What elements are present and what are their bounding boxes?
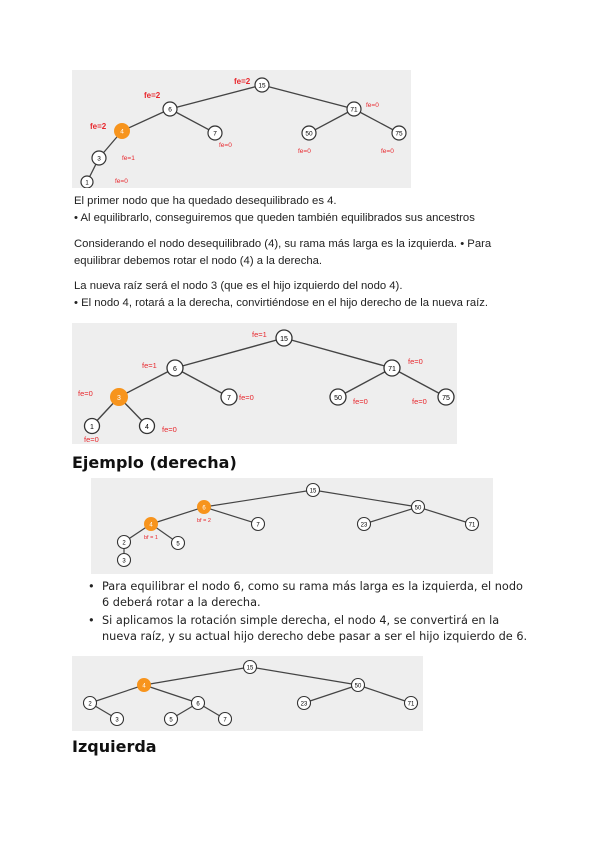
node-5 (165, 713, 178, 726)
balance-label: fe=0 (115, 178, 128, 185)
heading-izquierda: Izquierda (72, 737, 157, 756)
list-item: • Si aplicamos la rotación simple derecha, el nodo 4, se convertirá en la nueva raíz, y su actual hijo derecho debe pasar a ser el hijo izquierdo de 6. (88, 613, 528, 645)
balance-label: fe=0 (412, 397, 427, 406)
node-7 (221, 389, 237, 405)
node-71 (405, 697, 418, 710)
tree-figure-3 (91, 478, 493, 574)
node-2 (118, 536, 131, 549)
svg-text:15: 15 (258, 82, 266, 90)
node-50 (330, 389, 346, 405)
paragraph-2 (74, 236, 491, 270)
node-6-highlighted (198, 501, 211, 514)
svg-text:6: 6 (173, 366, 177, 373)
explanation-list (88, 579, 528, 647)
svg-text:3: 3 (115, 717, 119, 724)
tree-figure-1 (72, 70, 411, 188)
node-6 (192, 697, 205, 710)
svg-text:71: 71 (388, 366, 396, 373)
balance-label: fe=0 (84, 435, 99, 444)
svg-text:7: 7 (213, 130, 217, 138)
svg-text:23: 23 (300, 701, 308, 708)
svg-text:71: 71 (468, 522, 476, 529)
node-3 (111, 713, 124, 726)
node-7 (208, 126, 222, 140)
svg-text:3: 3 (122, 558, 126, 565)
node-4-highlighted (115, 124, 130, 139)
node-15 (276, 330, 292, 346)
node-23 (298, 697, 311, 710)
balance-label: fe=0 (162, 425, 177, 434)
balance-label: fe=2 (144, 91, 161, 100)
node-4-highlighted (145, 518, 158, 531)
node-50 (352, 679, 365, 692)
balance-label: fe=0 (366, 102, 379, 109)
svg-text:50: 50 (354, 683, 362, 690)
paragraph-1 (74, 193, 475, 227)
node-23 (358, 518, 371, 531)
balance-label: fe=1 (122, 155, 135, 162)
svg-text:6: 6 (202, 505, 206, 512)
node-6 (163, 102, 177, 116)
node-1 (81, 176, 93, 188)
node-3-highlighted (111, 389, 128, 406)
node-3 (118, 554, 131, 567)
balance-label: bf = 2 (197, 518, 211, 524)
paragraph-3 (74, 278, 488, 312)
balance-label: fe=1 (252, 330, 267, 339)
balance-label: fe=0 (219, 142, 232, 149)
text-line: La nueva raíz será el nodo 3 (que es el hijo izquierdo del nodo 4). (74, 280, 403, 292)
node-3 (92, 151, 106, 165)
balance-label: fe=0 (408, 357, 423, 366)
node-4 (140, 419, 155, 434)
svg-text:1: 1 (90, 424, 94, 431)
svg-text:15: 15 (309, 488, 317, 495)
text-line: El primer nodo que ha quedado desequilibrado es 4. (74, 195, 337, 207)
text-line: • El nodo 4, rotará a la derecha, convirtiéndose en el hijo derecho de la nueva raíz. (74, 297, 489, 309)
balance-label: fe=2 (90, 122, 107, 131)
node-75 (438, 389, 454, 405)
svg-text:50: 50 (414, 505, 422, 512)
svg-text:5: 5 (169, 717, 173, 724)
svg-text:7: 7 (227, 395, 231, 402)
svg-text:50: 50 (305, 130, 313, 138)
svg-text:15: 15 (246, 665, 254, 672)
balance-label: fe=0 (78, 389, 93, 398)
node-50 (412, 501, 425, 514)
list-item: • Para equilibrar el nodo 6, como su rama más larga es la izquierda, el nodo 6 deberá rotar a la derecha. (88, 579, 528, 611)
svg-text:4: 4 (149, 522, 153, 529)
node-1 (85, 419, 100, 434)
node-6 (167, 360, 183, 376)
svg-text:50: 50 (334, 395, 342, 402)
svg-text:71: 71 (407, 701, 415, 708)
balance-label: fe=0 (239, 393, 254, 402)
node-50 (302, 126, 316, 140)
svg-text:6: 6 (168, 106, 172, 114)
svg-text:7: 7 (223, 717, 227, 724)
heading-ejemplo-derecha: Ejemplo (derecha) (72, 453, 237, 472)
tree-figure-4 (72, 656, 423, 731)
node-71 (384, 360, 400, 376)
node-75 (392, 126, 406, 140)
balance-label: fe=1 (142, 361, 157, 370)
balance-label: fe=0 (353, 397, 368, 406)
node-71 (466, 518, 479, 531)
node-7 (252, 518, 265, 531)
node-15 (244, 661, 257, 674)
svg-text:2: 2 (88, 701, 92, 708)
node-15 (307, 484, 320, 497)
node-5 (172, 537, 185, 550)
svg-text:2: 2 (122, 540, 126, 547)
svg-text:1: 1 (85, 180, 89, 187)
balance-label: fe=0 (298, 148, 311, 155)
balance-label: fe=2 (234, 77, 251, 86)
text-line: Considerando el nodo desequilibrado (4), su rama más larga es la izquierda. • Para (74, 238, 492, 250)
text-line: equilibrar debemos rotar el nodo (4) a la derecha. (74, 255, 323, 267)
tree-figure-2 (72, 323, 457, 444)
text-line: • Al equilibrarlo, conseguiremos que queden también equilibrados sus ancestros (74, 212, 475, 224)
svg-text:7: 7 (256, 522, 260, 529)
svg-text:71: 71 (350, 106, 358, 114)
svg-text:3: 3 (117, 395, 121, 402)
svg-text:75: 75 (442, 395, 450, 402)
svg-text:4: 4 (120, 128, 124, 136)
svg-text:75: 75 (395, 130, 403, 138)
balance-label: bf = 1 (144, 535, 158, 541)
svg-text:5: 5 (176, 541, 180, 548)
svg-text:4: 4 (145, 424, 149, 431)
node-7 (219, 713, 232, 726)
svg-text:23: 23 (360, 522, 368, 529)
svg-text:15: 15 (280, 336, 288, 343)
svg-text:3: 3 (97, 155, 101, 163)
node-4-highlighted (138, 679, 151, 692)
node-15 (255, 78, 269, 92)
node-71 (347, 102, 361, 116)
svg-text:6: 6 (196, 701, 200, 708)
svg-text:4: 4 (142, 683, 146, 690)
node-2 (84, 697, 97, 710)
balance-label: fe=0 (381, 148, 394, 155)
